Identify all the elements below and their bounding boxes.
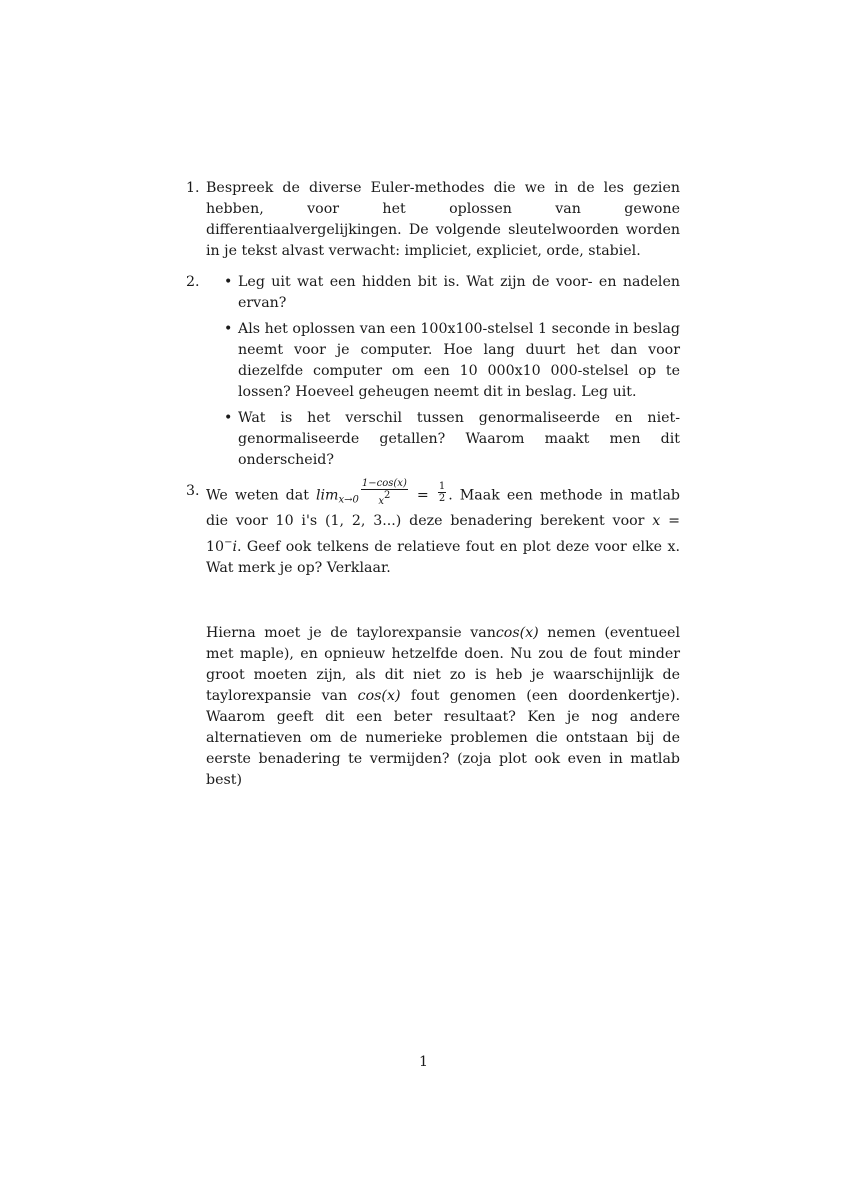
equals-sign: =: [409, 487, 436, 504]
sequence: (1, 2, 3...): [324, 512, 402, 529]
paragraph-text-3: fout genomen (een doordenkertje). Waarom geeft dit een beter resultaat? Ken je nog andere alternatieven om de numerieke problemen die ontstaan bij de eerste benadering te vermijden? (zoja plot ook even in matlab best): [206, 687, 680, 788]
paragraph-text-2: nemen (eventueel met maple), en opnieuw hetzelfde doen. Nu zou de fout minder groot moeten zijn, als dit niet zo is heb je waarschijnlijk de taylorexpansie van: [206, 624, 680, 704]
sub-item-1: [224, 272, 680, 314]
item-text-a: . Maak een methode in matlab die voor 10 i's: [206, 487, 680, 529]
math-cos-1: cos(x): [495, 624, 539, 641]
expr-equals: = 10: [206, 512, 680, 555]
sub-item-2: [224, 319, 680, 403]
exercise-item-3: [186, 478, 680, 579]
item-lead-text: We weten dat: [206, 487, 316, 504]
expr-exponent: −: [224, 536, 233, 548]
var-i: i: [232, 538, 237, 555]
exercise-item-2: [186, 272, 680, 471]
page-number: 1: [418, 1054, 429, 1070]
sub-item-text: Leg uit wat een hidden bit is. Wat zijn de voor- en nadelen ervan?: [238, 274, 680, 311]
sub-item-text: Wat is het verschil tussen genormaliseerde en niet-genormaliseerde getallen? Waarom maakt men dit onderscheid?: [238, 410, 680, 468]
item-number: 3.: [186, 483, 200, 499]
exercise-list: [186, 178, 680, 791]
exercise-item-1: [186, 178, 680, 262]
paragraph-text-1: Hierna moet je de taylorexpansie van: [206, 624, 496, 641]
fraction-half: [438, 481, 446, 504]
fraction-cos: [361, 478, 408, 507]
sub-item-3: [224, 408, 680, 471]
lim-operator: lim: [315, 487, 339, 504]
item-text-c: . Geef ook telkens de relatieve fout en plot deze voor elke x. Wat merk je op? Verklaar.: [206, 538, 680, 576]
bullet-icon: •: [224, 410, 233, 426]
fraction-denominator: x2: [378, 490, 391, 507]
item-text-b: deze benadering berekent voor: [401, 512, 653, 529]
item-number: 1.: [186, 180, 200, 196]
sub-list: [224, 272, 680, 471]
var-x: x: [652, 512, 661, 529]
bullet-icon: •: [224, 321, 233, 337]
item-text: Bespreek de diverse Euler-methodes die we in de les gezien hebben, voor het oplossen van gewone differentiaalvergelijkingen. De volgende sleutelwoorden worden in je tekst alvast verwacht: impliciet, expliciet, orde, stabiel.: [206, 180, 680, 259]
followup-paragraph: [186, 623, 680, 791]
sub-item-text: Als het oplossen van een 100x100-stelsel 1 seconde in beslag neemt voor je computer. Hoe lang duurt het dan voor diezelfde computer om een 10 000x10 000-stelsel op te lossen? Hoeveel geheugen neemt dit in beslag. Leg uit.: [238, 321, 680, 400]
fraction-denominator: 2: [438, 493, 446, 504]
math-cos-2: cos(x): [357, 687, 401, 704]
item-number: 2.: [186, 274, 200, 290]
lim-subscript: x→0: [338, 494, 359, 506]
fraction-numerator: 1−cos(x): [361, 478, 407, 489]
fraction-numerator: 1: [438, 481, 446, 492]
bullet-icon: •: [224, 274, 233, 290]
